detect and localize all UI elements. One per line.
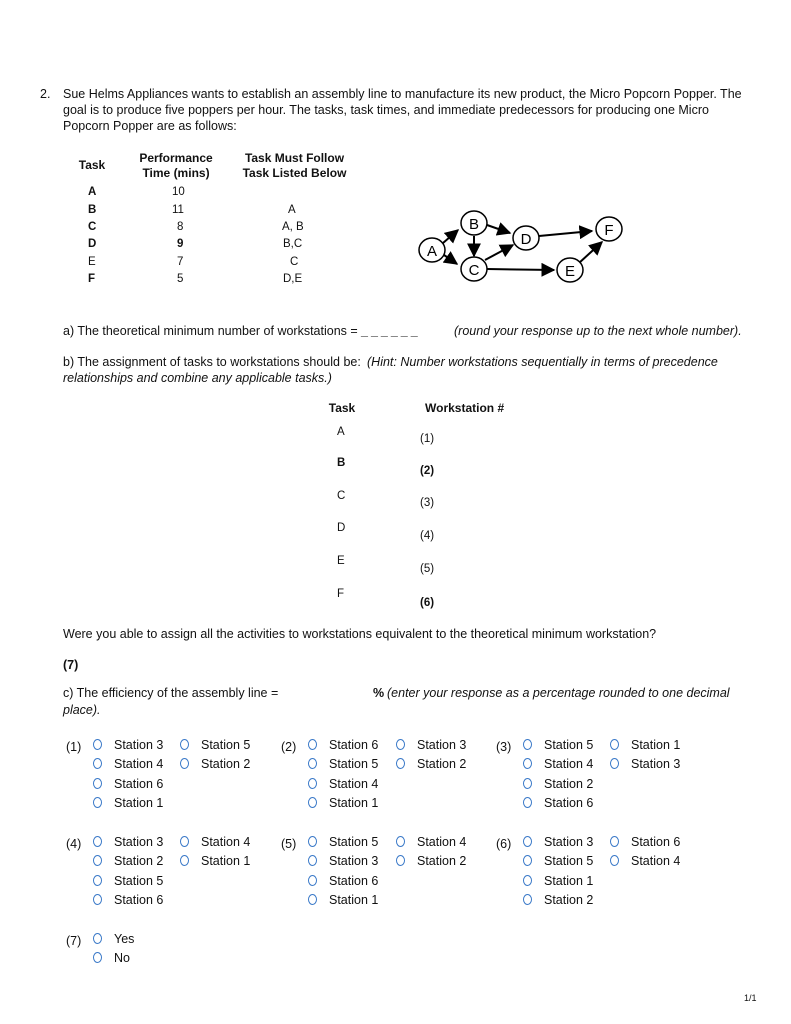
edge-a-c [444, 255, 457, 264]
assign-task: A [337, 426, 345, 438]
part-a-hint: (round your response up to the next whole number). [454, 324, 742, 338]
choice-option-label: No [114, 951, 130, 965]
choice-option[interactable] [308, 757, 378, 771]
choice-option[interactable] [523, 835, 593, 849]
choice-option[interactable] [308, 874, 378, 888]
choice-option-label: Station 2 [114, 854, 164, 868]
part-b-text: b) The assignment of tasks to workstations should be: [63, 355, 361, 369]
choice-option[interactable] [93, 757, 163, 771]
choice-group-label: (2) [281, 740, 297, 754]
choice-option[interactable] [308, 796, 378, 810]
choice-option-label: Station 4 [114, 757, 164, 771]
node-label-c: C [468, 262, 480, 279]
choice-option[interactable] [93, 874, 163, 888]
table-header-follow-line1: Task Must Follow [244, 151, 345, 165]
min-workstation-question: Were you able to assign all the activities to workstations equivalent to the theoretical minimum workstation? [63, 627, 657, 641]
choice-option-label: Station 5 [544, 738, 594, 752]
choice-option[interactable] [180, 757, 250, 771]
choice-option[interactable] [308, 893, 378, 907]
radio-icon[interactable] [523, 875, 532, 886]
edge-d-f [539, 231, 592, 236]
choice-option-label: Station 2 [544, 777, 594, 791]
choice-group-label: (7) [66, 934, 82, 948]
assign-header-task: Task [328, 401, 356, 415]
choice-option-label: Station 5 [329, 757, 379, 771]
table-cell-task: E [88, 256, 96, 268]
choice-option[interactable] [308, 835, 378, 849]
choice-option[interactable] [523, 738, 593, 752]
table-header-task: Task [78, 158, 106, 172]
min-workstation-ref[interactable]: (7) [63, 658, 79, 672]
assign-task: E [337, 555, 345, 567]
radio-icon[interactable] [308, 875, 317, 886]
radio-icon[interactable] [396, 758, 405, 769]
choice-option-label: Station 5 [201, 738, 251, 752]
precedence-diagram [405, 200, 635, 290]
part-c-hint-line2: place). [63, 703, 101, 717]
radio-icon[interactable] [180, 855, 189, 866]
radio-icon[interactable] [93, 778, 102, 789]
choice-option[interactable] [610, 757, 680, 771]
radio-icon[interactable] [93, 758, 102, 769]
choice-option[interactable] [93, 854, 163, 868]
choice-option-label: Station 1 [631, 738, 681, 752]
choice-option-label: Station 4 [417, 835, 467, 849]
radio-icon[interactable] [523, 778, 532, 789]
node-label-f: F [604, 222, 614, 239]
edge-b-d [487, 225, 510, 233]
radio-icon[interactable] [610, 836, 619, 847]
choice-option-label: Station 5 [544, 854, 594, 868]
radio-icon[interactable] [308, 739, 317, 750]
table-header-time-line2: Time (mins) [142, 166, 210, 180]
table-cell-time: 7 [177, 256, 184, 268]
part-c-text: c) The efficiency of the assembly line = [63, 686, 279, 700]
part-b-hint-line2: relationships and combine any applicable tasks.) [63, 371, 332, 385]
edge-a-b [443, 230, 458, 243]
choice-option-label: Station 1 [544, 874, 594, 888]
table-cell-task: C [88, 221, 97, 233]
table-header-follow [232, 151, 357, 181]
question-text-line3: Popcorn Popper are as follows: [63, 119, 237, 133]
choice-option-label: Station 2 [417, 757, 467, 771]
table-header-time-line1: Performance [139, 151, 213, 165]
choice-option[interactable] [308, 738, 378, 752]
radio-icon[interactable] [308, 836, 317, 847]
question-text [63, 86, 763, 134]
choice-option[interactable] [93, 796, 163, 810]
choice-option-no[interactable] [93, 951, 130, 965]
radio-icon[interactable] [523, 739, 532, 750]
choice-option[interactable] [523, 757, 593, 771]
table-cell-task: B [88, 204, 97, 216]
radio-icon[interactable] [308, 855, 317, 866]
radio-icon[interactable] [180, 758, 189, 769]
choice-option-label: Station 3 [114, 738, 164, 752]
part-c-percent: % [373, 686, 385, 700]
choice-option[interactable] [396, 835, 466, 849]
choice-option[interactable] [523, 874, 593, 888]
choice-option[interactable] [610, 854, 680, 868]
part-a-text: a) The theoretical minimum number of workstations = [63, 324, 358, 338]
choice-group-label: (1) [66, 740, 82, 754]
radio-icon[interactable] [308, 797, 317, 808]
radio-icon[interactable] [610, 758, 619, 769]
edge-c-d [485, 245, 513, 260]
radio-icon[interactable] [610, 739, 619, 750]
assign-ref[interactable]: (1) [420, 433, 435, 445]
radio-icon[interactable] [93, 739, 102, 750]
choice-option[interactable] [523, 777, 593, 791]
radio-icon[interactable] [523, 836, 532, 847]
choice-option-label: Station 2 [417, 854, 467, 868]
choice-option[interactable] [396, 757, 466, 771]
assign-task: D [337, 522, 346, 534]
table-header-follow-line2: Task Listed Below [242, 166, 347, 180]
choice-option-label: Station 2 [201, 757, 251, 771]
choice-option[interactable] [93, 777, 163, 791]
assign-header-workstation: Workstation # [425, 401, 505, 415]
choice-option[interactable] [93, 835, 163, 849]
radio-icon[interactable] [396, 855, 405, 866]
radio-icon[interactable] [93, 836, 102, 847]
radio-icon[interactable] [523, 758, 532, 769]
radio-icon[interactable] [523, 894, 532, 905]
choice-option[interactable] [308, 777, 378, 791]
assign-ref[interactable]: (4) [420, 530, 435, 542]
node-label-b: B [468, 216, 480, 233]
table-cell-task: A [88, 186, 97, 198]
radio-icon[interactable] [93, 875, 102, 886]
table-cell-time: 9 [177, 238, 184, 250]
radio-icon[interactable] [308, 894, 317, 905]
radio-icon[interactable] [93, 894, 102, 905]
choice-option-label: Station 4 [631, 854, 681, 868]
choice-group-label: (3) [496, 740, 512, 754]
table-cell-time: 10 [172, 186, 185, 198]
edge-c-e [487, 269, 554, 270]
table-cell-task: D [88, 238, 97, 250]
radio-icon[interactable] [308, 758, 317, 769]
part-b-hint-line1: (Hint: Number workstations sequentially in terms of precedence [367, 355, 718, 369]
page-number: 1/1 [744, 993, 757, 1003]
choice-option-label: Station 6 [329, 738, 379, 752]
choice-option[interactable] [93, 893, 163, 907]
choice-option[interactable] [396, 854, 466, 868]
choice-option-label: Station 3 [417, 738, 467, 752]
choice-option-label: Station 1 [329, 796, 379, 810]
node-label-d: D [520, 231, 532, 248]
table-cell-time: 5 [177, 273, 184, 285]
radio-icon[interactable] [523, 797, 532, 808]
assign-ref[interactable]: (6) [420, 597, 435, 609]
choice-option[interactable] [610, 738, 680, 752]
choice-option-label: Station 6 [631, 835, 681, 849]
question-text-line2: goal is to produce five poppers per hour. The tasks, task times, and immediate predecessors for producing one Micro [63, 103, 709, 117]
choice-option-label: Station 4 [329, 777, 379, 791]
part-c-hint-line1: (enter your response as a percentage rounded to one decimal [387, 686, 730, 700]
radio-icon[interactable] [610, 855, 619, 866]
question-text-line1: Sue Helms Appliances wants to establish an assembly line to manufacture its new product, the Micro Popcorn Popper. The [63, 87, 742, 101]
choice-option-label: Station 3 [544, 835, 594, 849]
table-cell-pred: D,E [283, 273, 303, 285]
edge-e-f [579, 242, 602, 263]
table-cell-pred: B,C [283, 238, 303, 250]
choice-option-label: Station 4 [201, 835, 251, 849]
radio-icon[interactable] [308, 778, 317, 789]
choice-option-label: Station 6 [329, 874, 379, 888]
choice-option-label: Station 6 [544, 796, 594, 810]
table-header-time [126, 151, 226, 181]
choice-option[interactable] [523, 796, 593, 810]
choice-group-label: (5) [281, 837, 297, 851]
choice-option[interactable] [308, 854, 378, 868]
assign-task: C [337, 490, 346, 502]
choice-option-label: Station 3 [631, 757, 681, 771]
table-cell-time: 11 [172, 204, 184, 216]
choice-option-label: Station 6 [114, 777, 164, 791]
radio-icon[interactable] [396, 836, 405, 847]
choice-option[interactable] [610, 835, 680, 849]
radio-icon[interactable] [93, 797, 102, 808]
choice-option[interactable] [396, 738, 466, 752]
assign-ref[interactable]: (2) [420, 465, 435, 477]
choice-option-label: Yes [114, 932, 135, 946]
radio-icon[interactable] [396, 739, 405, 750]
choice-option-label: Station 5 [329, 835, 379, 849]
table-cell-task: F [88, 273, 96, 285]
choice-option-label: Station 3 [329, 854, 379, 868]
choice-option-label: Station 2 [544, 893, 594, 907]
assign-ref[interactable]: (3) [420, 497, 435, 509]
radio-icon[interactable] [523, 855, 532, 866]
radio-icon[interactable] [93, 952, 102, 963]
node-label-a: A [426, 243, 438, 260]
choice-option-label: Station 1 [201, 854, 251, 868]
radio-icon[interactable] [180, 739, 189, 750]
choice-option[interactable] [180, 738, 250, 752]
choice-group-label: (4) [66, 837, 82, 851]
node-label-e: E [564, 263, 576, 280]
choice-option-yes[interactable] [93, 932, 134, 946]
choice-option-label: Station 1 [329, 893, 379, 907]
table-cell-pred: C [290, 256, 299, 268]
choice-option-label: Station 3 [114, 835, 164, 849]
radio-icon[interactable] [180, 836, 189, 847]
choice-option-label: Station 6 [114, 893, 164, 907]
radio-icon[interactable] [93, 933, 102, 944]
part-a-answer-blank[interactable]: ______ [361, 324, 421, 338]
assign-task: F [337, 588, 345, 600]
choice-option-label: Station 1 [114, 796, 164, 810]
choice-option-label: Station 4 [544, 757, 594, 771]
choice-option[interactable] [523, 893, 593, 907]
choice-option[interactable] [93, 738, 163, 752]
assign-ref[interactable]: (5) [420, 563, 435, 575]
choice-group-label: (6) [496, 837, 512, 851]
table-cell-time: 8 [177, 221, 184, 233]
choice-option-label: Station 5 [114, 874, 164, 888]
choice-option[interactable] [523, 854, 593, 868]
assign-task: B [337, 457, 346, 469]
table-cell-pred: A, B [282, 221, 304, 233]
table-cell-pred: A [288, 204, 296, 216]
choice-option[interactable] [180, 835, 250, 849]
radio-icon[interactable] [93, 855, 102, 866]
choice-option[interactable] [180, 854, 250, 868]
question-number: 2. [40, 87, 51, 101]
